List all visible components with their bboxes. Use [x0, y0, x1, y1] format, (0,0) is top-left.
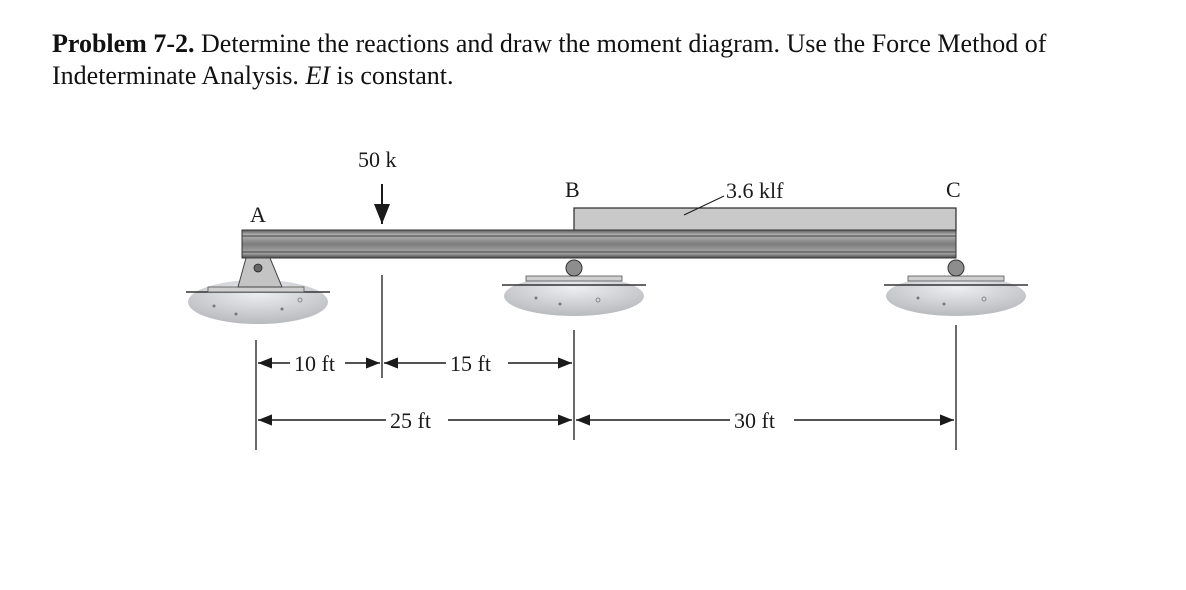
ground-speck	[943, 303, 946, 306]
dim-label-30ft: 30 ft	[734, 408, 775, 433]
support-a-base-plate	[208, 287, 304, 292]
problem-line-2-start: Indeterminate Analysis.	[52, 61, 306, 90]
dim-label-15ft: 15 ft	[450, 351, 491, 376]
support-b-base-plate	[526, 276, 622, 281]
ground-speck	[281, 308, 284, 311]
dim-label-25ft: 25 ft	[390, 408, 431, 433]
support-b-ground	[504, 276, 644, 316]
dim-label-10ft: 10 ft	[294, 351, 335, 376]
ground-speck	[235, 313, 238, 316]
support-b-roller-wheel	[566, 260, 582, 276]
ground-speck	[917, 297, 920, 300]
support-a-bracket	[238, 258, 282, 287]
problem-line-2-end: is constant.	[329, 61, 454, 90]
support-a-pin	[186, 258, 330, 324]
ei-symbol: EI	[305, 61, 330, 90]
support-b-label: B	[565, 177, 580, 202]
ground-speck	[213, 305, 216, 308]
ground-speck	[535, 297, 538, 300]
support-b-roller	[502, 260, 646, 316]
support-c-label: C	[946, 177, 961, 202]
beam	[242, 230, 956, 258]
support-c-ground	[886, 276, 1026, 316]
support-c-roller-wheel	[948, 260, 964, 276]
problem-line-1: Determine the reactions and draw the moment diagram. Use the Force Method of	[201, 29, 1047, 58]
support-c-base-plate	[908, 276, 1004, 281]
point-load-label: 50 k	[358, 147, 397, 172]
support-a-pin-bolt	[254, 264, 262, 272]
support-a-label: A	[250, 202, 266, 227]
problem-number: Problem 7-2.	[52, 29, 195, 58]
distributed-load-label: 3.6 klf	[726, 178, 784, 203]
ground-speck	[559, 303, 562, 306]
distributed-load-block	[574, 208, 956, 231]
support-c-roller	[884, 260, 1028, 316]
